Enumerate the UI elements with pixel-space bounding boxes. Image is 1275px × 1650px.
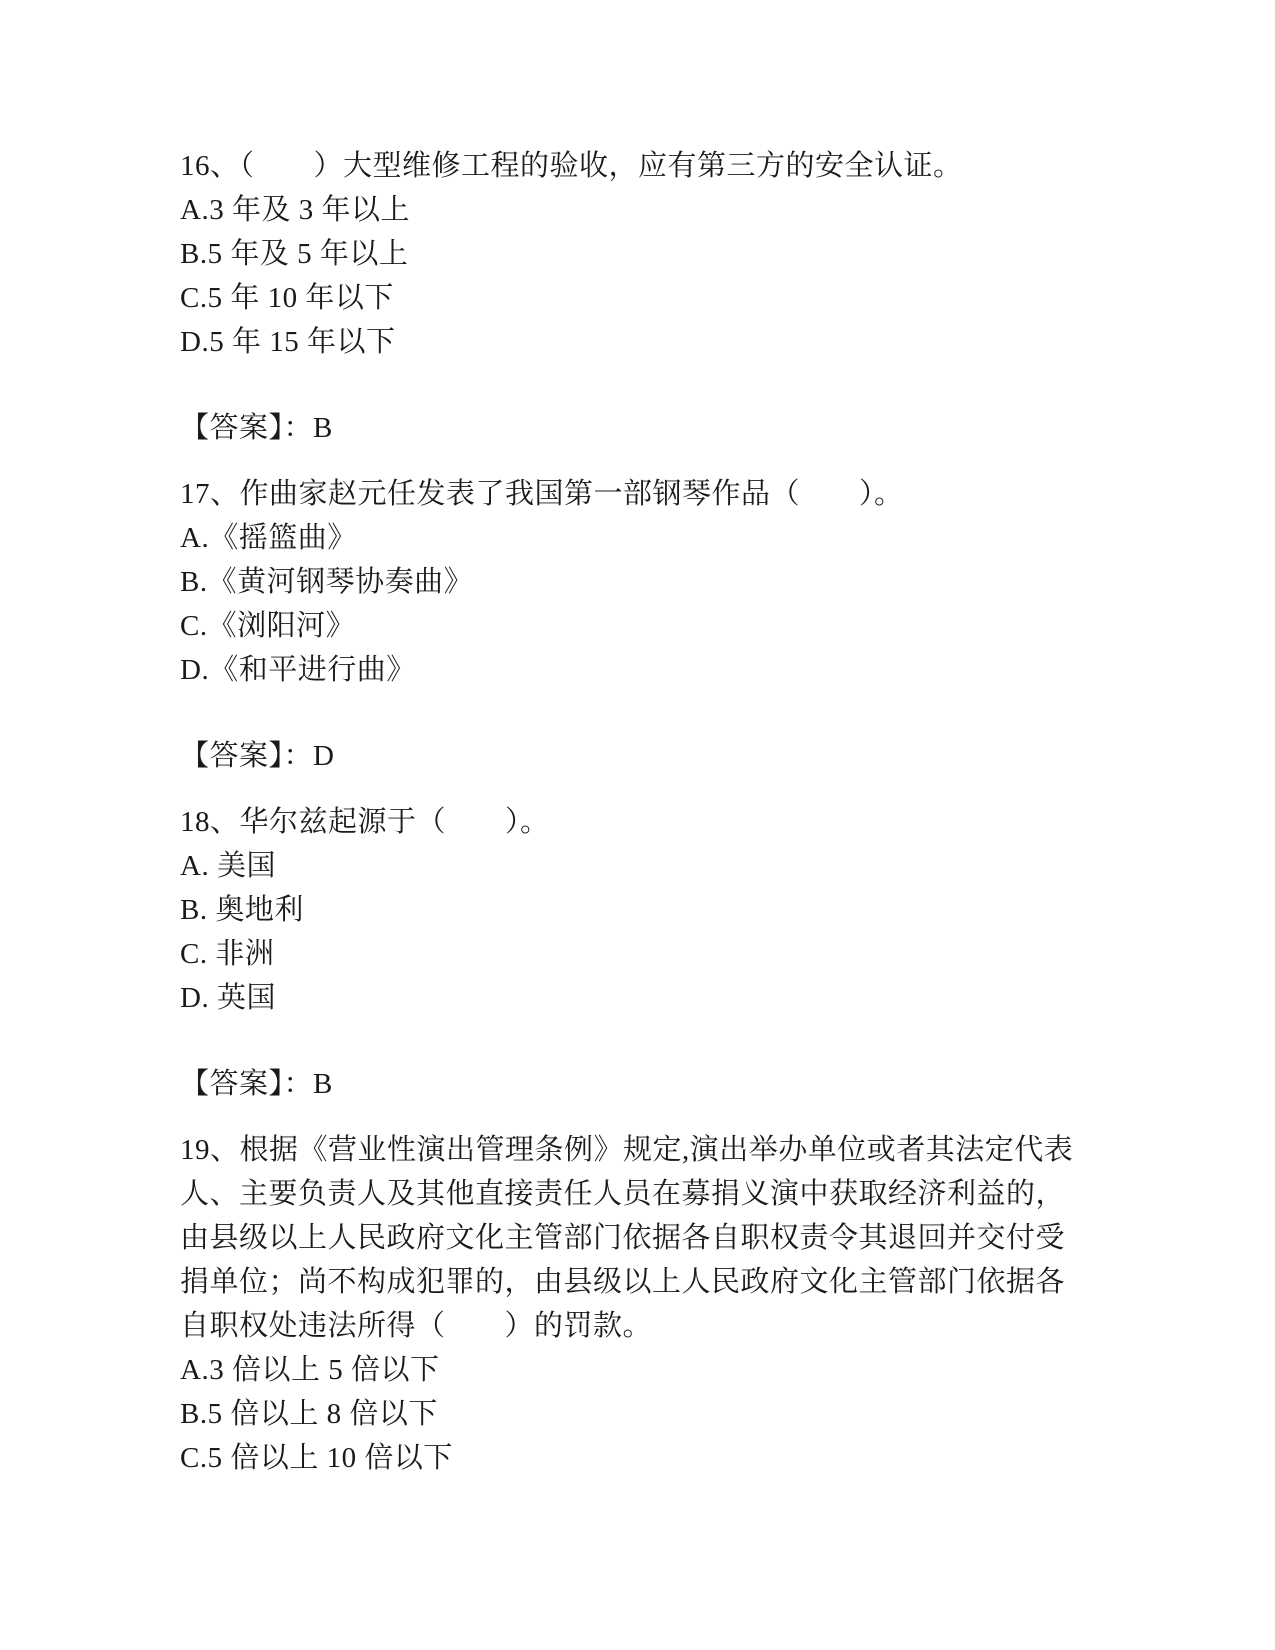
question-18-answer: 【答案】：B bbox=[180, 1068, 333, 1100]
question-16-stem: 16、（ ）大型维修工程的验收，应有第三方的安全认证。 bbox=[180, 150, 963, 182]
question-block-18 bbox=[180, 800, 1140, 1106]
question-17-option-b: B.《黄河钢琴协奏曲》 bbox=[180, 566, 474, 598]
question-18-stem: 18、华尔兹起源于（ ）。 bbox=[180, 806, 550, 838]
question-19-stem-line-2: 人、主要负责人及其他直接责任人员在募捐义演中获取经济利益的， bbox=[180, 1178, 1066, 1210]
question-block-16 bbox=[180, 144, 1140, 450]
question-19-option-b: B.5 倍以上 8 倍以下 bbox=[180, 1398, 438, 1430]
question-19-option-c: C.5 倍以上 10 倍以下 bbox=[180, 1442, 453, 1474]
question-19-option-a: A.3 倍以上 5 倍以下 bbox=[180, 1354, 440, 1386]
question-block-19 bbox=[180, 1128, 1140, 1480]
exam-content bbox=[180, 144, 1140, 1480]
question-18-option-a: A. 美国 bbox=[180, 850, 276, 882]
question-19-stem-line-5: 自职权处违法所得（ ）的罚款。 bbox=[180, 1310, 653, 1342]
question-19-stem-line-1: 19、根据《营业性演出管理条例》规定,演出举办单位或者其法定代表 bbox=[180, 1134, 1074, 1166]
question-17-option-d: D.《和平进行曲》 bbox=[180, 654, 416, 686]
question-18-option-b: B. 奥地利 bbox=[180, 894, 304, 926]
question-18-option-d: D. 英国 bbox=[180, 982, 276, 1014]
question-16-option-c: C.5 年 10 年以下 bbox=[180, 282, 394, 314]
question-18-option-c: C. 非洲 bbox=[180, 938, 275, 970]
question-16-option-a: A.3 年及 3 年以上 bbox=[180, 194, 410, 226]
question-17-option-c: C.《浏阳河》 bbox=[180, 610, 356, 642]
question-16-option-d: D.5 年 15 年以下 bbox=[180, 326, 396, 358]
question-17-option-a: A.《摇篮曲》 bbox=[180, 522, 357, 554]
question-17-answer: 【答案】：D bbox=[180, 740, 335, 772]
question-17-stem: 17、作曲家赵元任发表了我国第一部钢琴作品（ ）。 bbox=[180, 478, 904, 510]
question-block-17 bbox=[180, 472, 1140, 778]
question-16-answer: 【答案】：B bbox=[180, 412, 333, 444]
question-19-stem-line-3: 由县级以上人民政府文化主管部门依据各自职权责令其退回并交付受 bbox=[180, 1222, 1066, 1254]
question-16-option-b: B.5 年及 5 年以上 bbox=[180, 238, 409, 270]
question-19-stem-line-4: 捐单位；尚不构成犯罪的，由县级以上人民政府文化主管部门依据各 bbox=[180, 1266, 1066, 1298]
